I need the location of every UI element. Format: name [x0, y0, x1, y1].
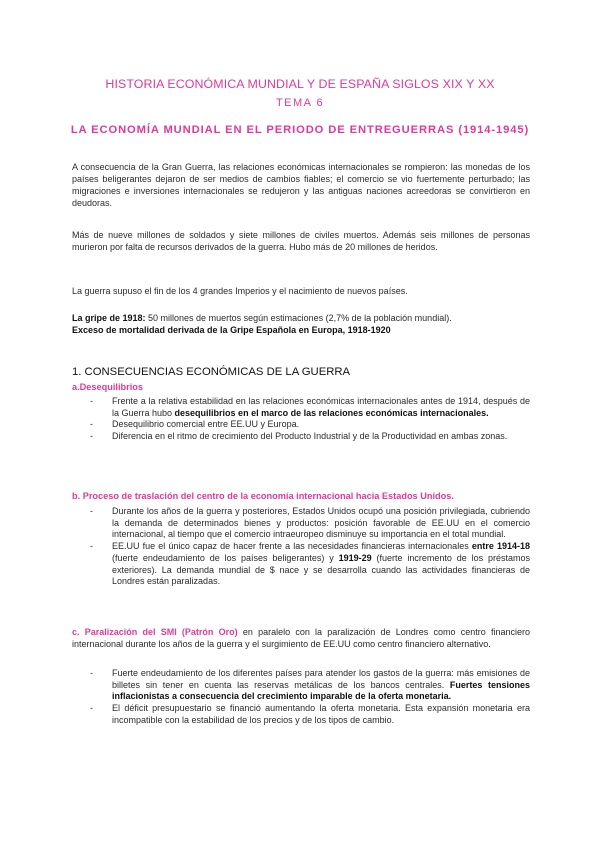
subsection-a-heading: a.Desequilibrios	[72, 382, 143, 392]
list-item: - Durante los años de la guerra y posteriores, Estados Unidos ocupó una posición privilegiada, cubriendo la demanda de determinados bienes y productos: posición favorable de EE.UU en el comercio internacional, al tiempo que el comercio intraeuropeo disminuye su importancia en el total mundial.	[90, 506, 530, 541]
unit-label: TEMA 6	[275, 97, 325, 109]
list-item: - Diferencia en el ritmo de crecimiento del Producto Industrial y de la Productividad en ambas zonas.	[90, 431, 530, 443]
list-item: - Fuerte endeudamiento de los diferentes países para atender los gastos de la guerra: más emisiones de billetes sin tener en cuenta las reservas metálicas de los bancos centrales. Fuertes tensiones inflacionistas a consecuencia del crecimiento imparable de la oferta monetaria.	[90, 668, 530, 703]
subsection-c-paragraph	[72, 627, 530, 650]
subsection-a-list	[90, 396, 530, 443]
subsection-c-heading: c. Paralización del SMI (Patrón Oro)	[72, 627, 238, 637]
subsection-c-list	[90, 668, 530, 727]
intro-paragraph-1: A consecuencia de la Gran Guerra, las relaciones económicas internacionales se rompieron: las monedas de los países beligerantes dejaron de ser medios de cambios fiables; el comercio se vio fuertemente perturbado; las migraciones e inversiones internacionales se redujeron y las antiguas naciones acreedoras se convirtieron en deudoras.	[72, 162, 530, 208]
subsection-b-heading: b. Proceso de traslación del centro de la economía internacional hacia Estados Unidos.	[72, 491, 454, 501]
subsection-b-list	[90, 506, 530, 588]
list-item: - El déficit presupuestario se financió aumentando la oferta monetaria. Esta expansión monetaria era incompatible con la estabilidad de los precios y de los tipos de cambio.	[90, 703, 530, 726]
intro-flu-paragraph	[72, 312, 530, 336]
subsection-c-intro: en paralelo con la paralización de Londres como centro financiero internacional durante los años de la guerra y el surgimiento de EE.UU como centro financiero alternativo.	[72, 627, 530, 649]
intro-paragraph-2: Más de nueve millones de soldados y siete millones de civiles muertos. Además seis millones de personas murieron por falta de recursos derivados de la guerra. Hubo más de 20 millones de heridos.	[72, 230, 530, 252]
list-item: - Frente a la relativa estabilidad en las relaciones económicas internacionales antes de 1914, después de la Guerra hubo desequilibrios en el marco de las relaciones económicas internacionales.	[90, 396, 530, 419]
course-title: HISTORIA ECONÓMICA MUNDIAL Y DE ESPAÑA SIGLOS XIX Y XX	[105, 77, 495, 91]
list-item: - EE.UU fue el único capaz de hacer frente a las necesidades financieras internacionales entre 1914-18 (fuerte endeudamiento de los países beligerantes) y 1919-29 (fuerte incremento de los préstamos exteriores). La demanda mundial de $ nace y se desarrolla cuando las actividades financieras de Londres están paralizadas.	[90, 541, 530, 588]
page-title: LA ECONOMÍA MUNDIAL EN EL PERIODO DE ENTREGUERRAS (1914-1945)	[70, 124, 530, 136]
flu-label: La gripe de 1918:	[72, 313, 146, 323]
flu-text: 50 millones de muertos según estimaciones (2,7% de la población mundial).	[145, 313, 452, 323]
intro-paragraph-3: La guerra supuso el fin de los 4 grandes Imperios y el nacimiento de nuevos países.	[72, 286, 408, 296]
section-heading: 1. CONSECUENCIAS ECONÓMICAS DE LA GUERRA	[72, 366, 351, 378]
list-item: - Desequilibrio comercial entre EE.UU y Europa.	[90, 419, 530, 431]
flu-caption: Exceso de mortalidad derivada de la Gripe Española en Europa, 1918-1920	[72, 325, 391, 335]
